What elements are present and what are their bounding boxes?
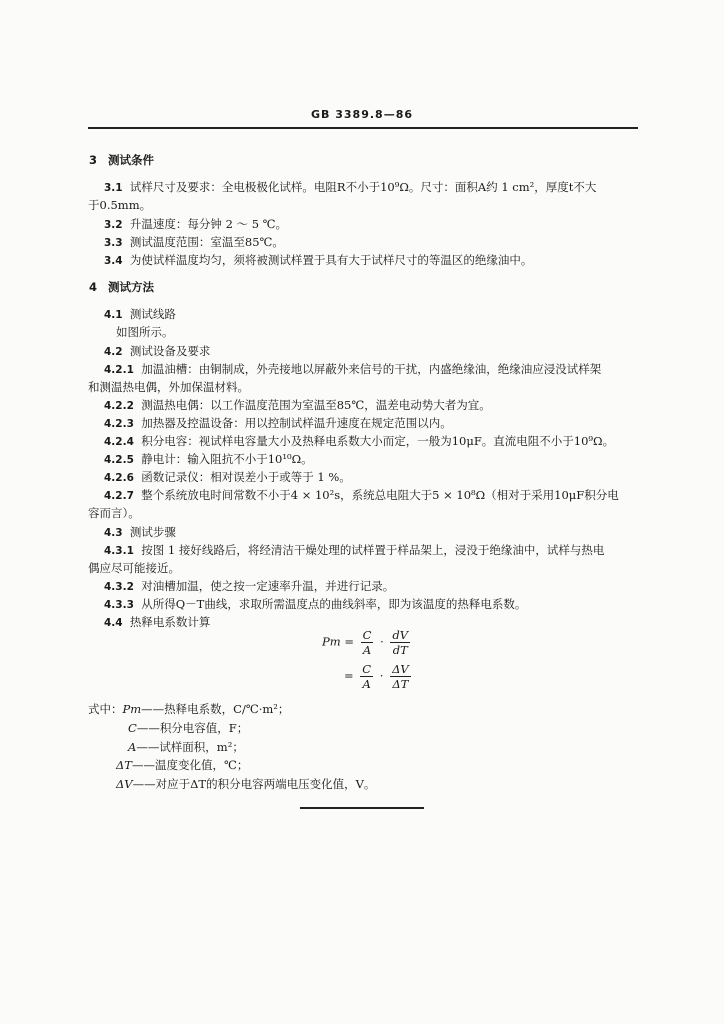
clause-number: 4.2.2 — [104, 400, 134, 412]
multiply-dot: · — [380, 634, 384, 649]
clause-text: 测温热电偶：以工作温度范围为室温至85℃，温差电动势大者为宜。 — [141, 398, 491, 412]
numerator: ΔV — [392, 662, 409, 676]
formula-line-2 — [344, 662, 414, 691]
clause-text: 试样尺寸及要求：全电极极化试样。电阻R不小于10⁹Ω。尺寸：面积A约 1 cm²，厚度t不大 — [129, 180, 597, 194]
section-title: 测试方法 — [107, 280, 154, 294]
clause-number: 4.4 — [104, 617, 123, 629]
clause-3-3 — [104, 234, 284, 250]
clause-4-2-1 — [104, 361, 601, 377]
formula-line-1 — [322, 628, 413, 657]
clause-number: 4.2.5 — [104, 454, 134, 466]
clause-text: 加热器及控温设备：用以控制试样温升速度在规定范围以内。 — [141, 416, 452, 430]
clause-number: 4.3 — [104, 527, 123, 539]
equals-sign: = — [344, 634, 354, 649]
clause-4-3-3 — [104, 596, 526, 612]
fraction-dv-over-dt — [390, 628, 410, 657]
clause-text: 测试设备及要求 — [129, 344, 211, 358]
clause-4-1-cont — [116, 324, 174, 340]
clause-4-3-2 — [104, 578, 394, 594]
clause-text: 整个系统放电时间常数不小于4 × 10²s，系统总电阻大于5 × 10⁸Ω（相对于采用10μF积分电 — [141, 488, 619, 502]
definition-prefix: 式中： — [88, 702, 123, 716]
clause-text: 静电计：输入阻抗不小于10¹⁰Ω。 — [141, 452, 313, 466]
clause-4-3-1 — [104, 542, 604, 558]
clause-4-3-1-cont — [88, 560, 180, 576]
clause-text: 从所得Q－T曲线，求取所需温度点的曲线斜率，即为该温度的热释电系数。 — [141, 597, 527, 611]
clause-text: 测试线路 — [129, 307, 176, 321]
clause-number: 4.3.1 — [104, 545, 134, 557]
header-rule — [88, 127, 638, 129]
denominator: A — [362, 677, 371, 691]
clause-4-2-6 — [104, 469, 351, 485]
clause-text: 函数记录仪：相对误差小于或等于 1 %。 — [141, 470, 351, 484]
definition-symbol: C — [128, 721, 137, 735]
clause-text: 按图 1 接好线路后，将经清洁干燥处理的试样置于样品架上，浸没于绝缘油中，试样与热电 — [141, 543, 605, 557]
clause-3-1-cont — [88, 197, 151, 213]
definition-symbol: A — [128, 740, 137, 754]
clause-text: 如图所示。 — [116, 325, 174, 339]
end-rule — [300, 807, 424, 809]
definition-c — [128, 720, 248, 736]
denominator: dT — [392, 643, 408, 657]
clause-4-2-3 — [104, 415, 452, 431]
definition-pm — [88, 701, 289, 717]
definition-symbol: ΔV — [116, 777, 133, 791]
clause-4-2-1-cont — [88, 379, 249, 395]
definition-delta-v — [116, 776, 375, 792]
definition-symbol: ΔT — [116, 758, 132, 772]
clause-text: 于0.5mm。 — [88, 198, 152, 212]
clause-4-2-4 — [104, 433, 614, 449]
definition-text: ——对应于ΔT的积分电容两端电压变化值，V。 — [132, 777, 376, 791]
denominator: A — [362, 643, 372, 657]
clause-number: 4.2.1 — [104, 364, 134, 376]
clause-number: 4.2.6 — [104, 472, 134, 484]
definition-text: ——积分电容值，F； — [136, 721, 249, 735]
multiply-dot: · — [379, 668, 384, 683]
numerator: C — [362, 662, 372, 676]
clause-3-1 — [104, 179, 596, 195]
clause-4-2-2 — [104, 397, 491, 413]
clause-number: 4.1 — [104, 309, 123, 321]
clause-text: 积分电容：视试样电容量大小及热释电系数大小而定，一般为10μF。直流电阻不小于10⁹Ω。 — [141, 434, 615, 448]
definition-delta-t — [116, 757, 248, 773]
clause-text: 和测温热电偶，外加保温材料。 — [88, 380, 249, 394]
definition-text: ——热释电系数，C/℃·m²； — [141, 702, 290, 716]
clause-number: 4.2.7 — [104, 490, 134, 502]
clause-text: 偶应尽可能接近。 — [88, 561, 180, 575]
numerator: dV — [392, 628, 409, 642]
clause-4-2 — [104, 343, 210, 359]
clause-4-2-5 — [104, 451, 313, 467]
section-4-heading — [89, 279, 154, 295]
clause-3-2 — [104, 216, 287, 232]
clause-number: 3.4 — [104, 255, 123, 267]
clause-text: 为使试样温度均匀，须将被测试样置于具有大于试样尺寸的等温区的绝缘油中。 — [129, 253, 533, 267]
definition-text: ——试样面积，m²； — [136, 740, 244, 754]
clause-text: 加温油槽：由铜制成，外壳接地以屏蔽外来信号的干扰，内盛绝缘油，绝缘油应浸没试样架 — [141, 362, 602, 376]
definition-text: ——温度变化值，℃； — [131, 758, 249, 772]
numerator: C — [362, 628, 372, 642]
clause-text: 热释电系数计算 — [129, 615, 211, 629]
clause-text: 对油槽加温，使之按一定速率升温，并进行记录。 — [141, 579, 395, 593]
standard-code-header: GB 3389.8—86 — [311, 108, 413, 121]
clause-4-2-7 — [104, 487, 619, 503]
clause-number: 3.1 — [104, 182, 123, 194]
clause-3-4 — [104, 252, 532, 268]
clause-number: 4.2 — [104, 346, 123, 358]
clause-number: 4.2.4 — [104, 436, 134, 448]
equals-sign: = — [344, 668, 354, 683]
clause-number: 4.3.3 — [104, 599, 134, 611]
clause-number: 4.2.3 — [104, 418, 134, 430]
clause-text: 容而言）。 — [88, 506, 140, 520]
clause-number: 3.2 — [104, 219, 123, 231]
clause-number: 3.3 — [104, 237, 123, 249]
section-number: 4 — [89, 280, 98, 294]
clause-text: 测试步骤 — [129, 525, 176, 539]
section-3-heading — [89, 152, 154, 168]
clause-text: 升温速度：每分钟 2 ～ 5 ℃。 — [129, 217, 288, 231]
clause-text: 测试温度范围：室温至85℃。 — [129, 235, 284, 249]
clause-4-1 — [104, 306, 176, 322]
clause-4-3 — [104, 524, 176, 540]
denominator: ΔT — [392, 677, 409, 691]
clause-4-4 — [104, 614, 210, 630]
definition-a — [128, 739, 244, 755]
fraction-c-over-a — [361, 628, 374, 657]
section-number: 3 — [89, 153, 98, 167]
fraction-deltav-over-deltat — [390, 662, 411, 691]
clause-4-2-7-cont — [88, 505, 140, 521]
fraction-c-over-a — [360, 662, 373, 691]
section-title: 测试条件 — [107, 153, 154, 167]
formula-lhs: Pm — [322, 634, 341, 649]
clause-number: 4.3.2 — [104, 581, 134, 593]
definition-symbol: Pm — [122, 702, 142, 716]
